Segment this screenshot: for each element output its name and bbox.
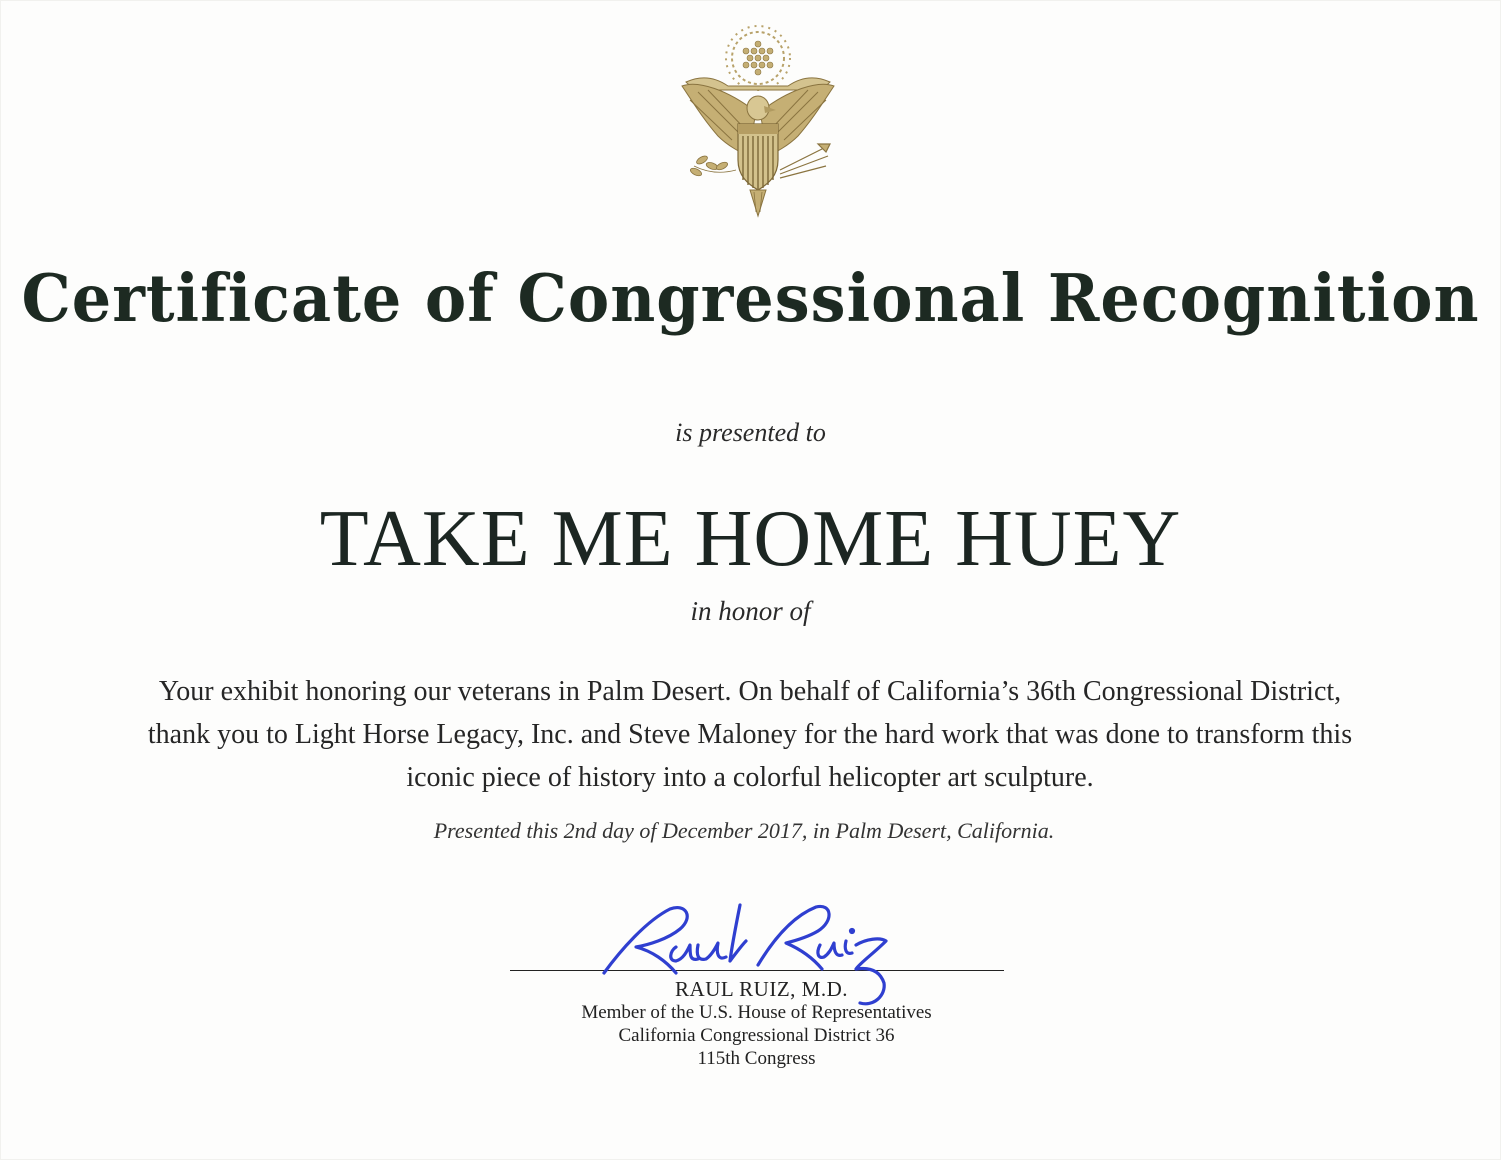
recipient-name: TAKE ME HOME HUEY <box>319 495 1182 583</box>
signer-congress: 115th Congress <box>697 1048 816 1069</box>
certificate-title: Certificate of Congressional Recognition <box>21 260 1480 337</box>
signer-district: California Congressional District 36 <box>618 1025 895 1046</box>
in-honor-of-label: in honor of <box>690 596 811 626</box>
signer-role: Member of the U.S. House of Representatives <box>581 1002 932 1023</box>
handwritten-signature <box>590 895 920 1015</box>
citation-text <box>60 670 1440 799</box>
presentation-date: Presented this 2nd day of December 2017, in Palm Desert, California. <box>433 818 1055 843</box>
citation-line: iconic piece of history into a colorful helicopter art sculpture. <box>406 762 1094 793</box>
citation-line: thank you to Light Horse Legacy, Inc. and Steve Maloney for the hard work that was done to transform this <box>147 719 1353 750</box>
great-seal-eagle-icon <box>668 20 848 220</box>
presented-to-label: is presented to <box>675 418 826 447</box>
signer-name: RAUL RUIZ, M.D. <box>675 977 848 1001</box>
citation-line: Your exhibit honoring our veterans in Palm Desert. On behalf of California’s 36th Congressional District, <box>158 676 1342 707</box>
